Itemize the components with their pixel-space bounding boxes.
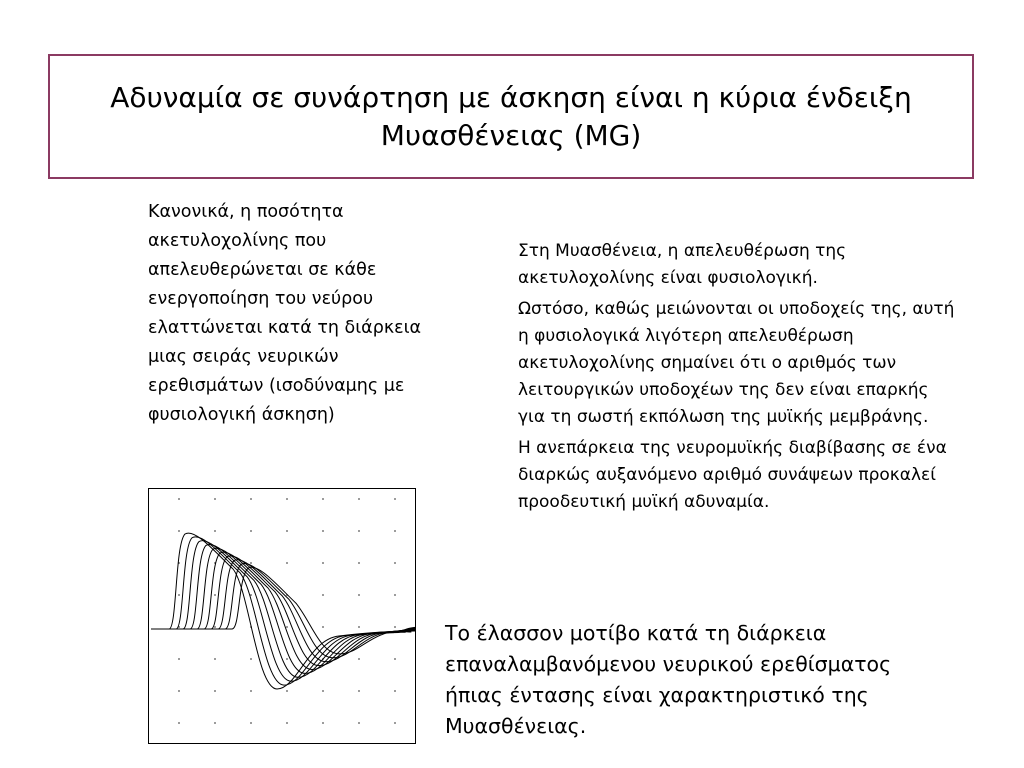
grid-dot — [358, 722, 360, 724]
grid-dot — [322, 722, 324, 724]
cmap-trace — [172, 544, 415, 677]
grid-dot — [394, 658, 396, 660]
grid-dot — [322, 690, 324, 692]
emg-trace-figure — [148, 488, 416, 744]
grid-dot — [214, 498, 216, 500]
explanation-paragraph-3: Η ανεπάρκεια της νευρομυϊκής διαβίβασης σε ένα διαρκώς αυξανόμενο αριθμό συνάψεων προκαλεί προοδευτική μυϊκή αδυναμία. — [518, 438, 947, 512]
title-line-1: Αδυναμία σε συνάρτηση με άσκηση είναι η κύρια ένδειξη — [110, 80, 912, 114]
grid-dot — [214, 658, 216, 660]
myasthenia-explanation — [518, 238, 958, 520]
explanation-paragraph-2: Ωστόσο, καθώς μειώνονται οι υποδοχείς της, αυτή η φυσιολογικά λιγότερη απελευθέρωση ακετυλοχολίνης σημαίνει ότι ο αριθμός των λειτουργικών υποδοχέων της δεν είναι επαρκής για τη σωστή εκπόλωση της μυϊκής μεμβράνης. — [518, 299, 955, 427]
grid-dot — [358, 658, 360, 660]
cmap-trace — [200, 560, 415, 662]
grid-dot — [394, 722, 396, 724]
grid-dot — [214, 626, 216, 628]
grid-dot — [394, 626, 396, 628]
grid-dot — [214, 722, 216, 724]
grid-dot — [322, 626, 324, 628]
grid-dot — [286, 722, 288, 724]
cmap-trace — [186, 552, 415, 669]
grid-dot — [322, 594, 324, 596]
grid-dot — [178, 498, 180, 500]
grid-dot — [358, 530, 360, 532]
grid-dot — [286, 690, 288, 692]
grid-dot — [250, 690, 252, 692]
cmap-trace — [193, 556, 415, 666]
normal-release-text: Κανονικά, η ποσότητα ακετυλοχολίνης που απελευθερώνεται σε κάθε ενεργοποίηση του νεύρου ελαττώνεται κατά τη διάρκεια μιας σειράς νευρικών ερεθισμάτων (ισοδύναμης με φυσιολογική άσκηση) — [148, 202, 422, 425]
grid-dot — [322, 498, 324, 500]
grid-dot — [178, 722, 180, 724]
grid-dot — [250, 530, 252, 532]
title-box — [48, 54, 974, 179]
title-line-2: Μυασθένειας (MG) — [380, 118, 642, 152]
grid-dot — [178, 690, 180, 692]
grid-dot — [358, 498, 360, 500]
cmap-trace — [158, 537, 415, 685]
grid-dot — [394, 562, 396, 564]
grid-dot — [286, 498, 288, 500]
grid-dot — [178, 594, 180, 596]
grid-dot — [358, 594, 360, 596]
grid-dot — [250, 498, 252, 500]
slide-title — [110, 79, 911, 155]
grid-dot — [394, 594, 396, 596]
grid-dot — [286, 562, 288, 564]
grid-dot — [358, 626, 360, 628]
grid-dot — [394, 530, 396, 532]
grid-dot — [394, 690, 396, 692]
grid-dot — [322, 530, 324, 532]
grid-dot — [358, 690, 360, 692]
grid-dot — [286, 530, 288, 532]
grid-dot — [322, 562, 324, 564]
grid-dot — [214, 594, 216, 596]
grid-dot — [250, 722, 252, 724]
grid-dot — [286, 626, 288, 628]
grid-dot — [250, 562, 252, 564]
grid-dot — [358, 562, 360, 564]
grid-dot — [394, 498, 396, 500]
grid-dot — [286, 658, 288, 660]
grid-dot — [250, 658, 252, 660]
emg-decrement-traces — [149, 489, 415, 743]
grid-dot — [214, 530, 216, 532]
grid-dot — [214, 690, 216, 692]
grid-dot — [178, 658, 180, 660]
cmap-trace — [151, 533, 415, 689]
grid-dot — [178, 530, 180, 532]
explanation-paragraph-1: Στη Μυασθένεια, η απελευθέρωση της ακετυλοχολίνης είναι φυσιολογική. — [518, 241, 847, 288]
figure-caption: Το έλασσον μοτίβο κατά τη διάρκεια επαναλαμβανόμενου νευρικού ερεθίσματος ήπιας έντασης είναι χαρακτηριστικό της Μυασθένειας. — [445, 621, 892, 738]
